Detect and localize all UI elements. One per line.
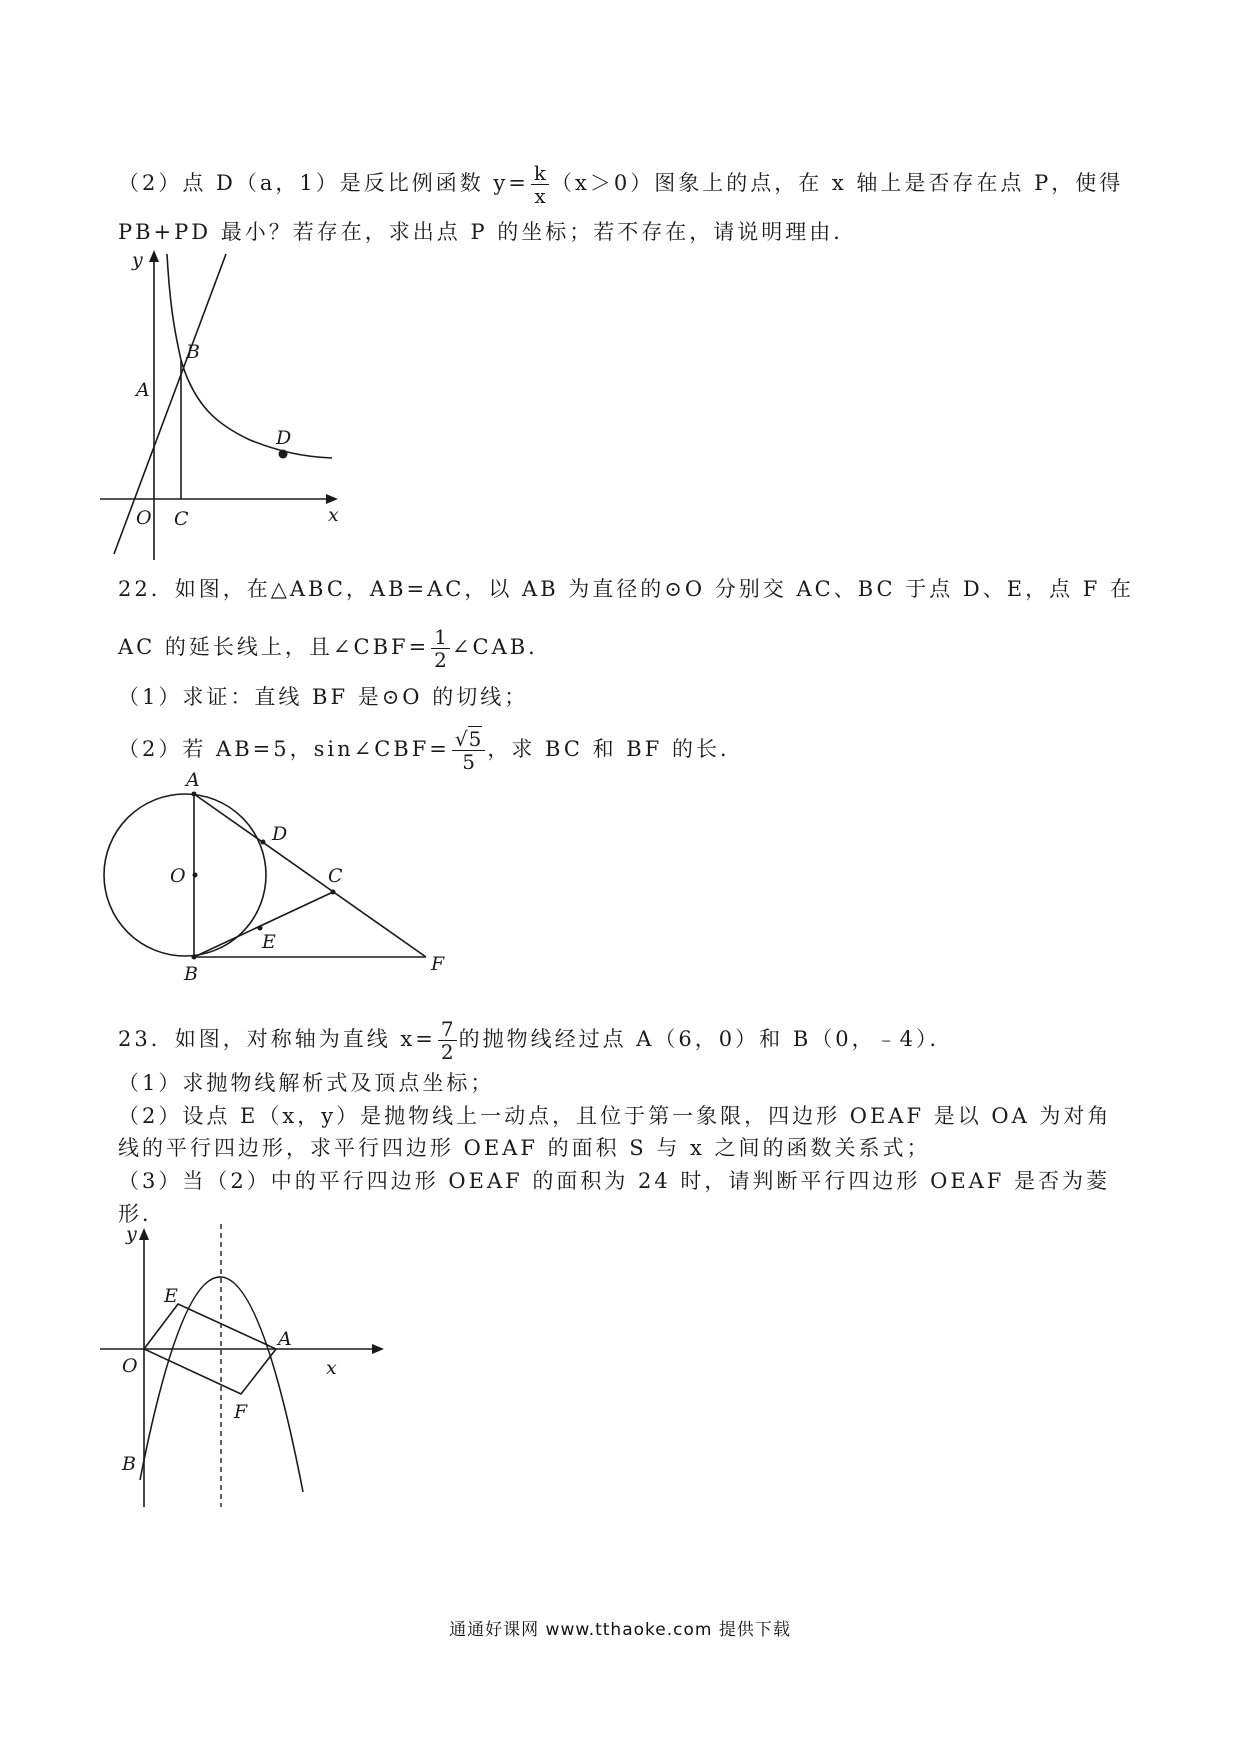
point-B — [192, 955, 197, 960]
label-A: A — [136, 379, 150, 401]
point-C — [331, 890, 336, 895]
y-axis-arrow — [149, 250, 159, 262]
point-D — [279, 450, 288, 459]
q22-sub2: （2）若 AB=5，sin∠CBF= $\frac{√5}{5}$ ，求 BC 和 BF 的长． — [118, 727, 744, 774]
label-x: x — [328, 504, 339, 526]
footer-source: 通通好课网 www.tthaoke.com 提供下载 — [449, 1620, 791, 1640]
label-O: O — [136, 507, 152, 529]
label-B: B — [184, 963, 198, 985]
q23-sub1: （1）求抛物线解析式及顶点坐标； — [118, 1071, 495, 1095]
label-y: y — [132, 249, 143, 271]
label-B: B — [186, 341, 200, 363]
q23-sub2-line1: （2）设点 E（x，y）是抛物线上一动点，且位于第一象限，四边形 OEAF 是以 OA 为对角 — [118, 1104, 1112, 1128]
label-F: F — [431, 953, 445, 975]
point-A — [192, 792, 197, 797]
q23-sub3-line1: （3）当（2）中的平行四边形 OEAF 的面积为 24 时，请判断平行四边形 OEAF 是否为菱 — [118, 1169, 1111, 1193]
q23-sub3-line2: 形． — [118, 1202, 166, 1226]
label-O: O — [122, 1355, 138, 1377]
q21-part2-line1: （2）点 D（a，1）是反比例函数 y= $\frac{k}{x}$ （x＞0）图象上的点，在 x 轴上是否存在点 P，使得 — [118, 161, 1124, 208]
x-axis-arrow — [372, 1344, 384, 1354]
label-F: F — [234, 1401, 248, 1423]
label-C: C — [174, 508, 189, 530]
label-A: A — [278, 1328, 292, 1350]
q21-figure — [100, 248, 360, 560]
q21-part2-line2: PB+PD 最小？若存在，求出点 P 的坐标；若不存在，请说明理由． — [118, 220, 858, 244]
label-x: x — [326, 1357, 337, 1379]
x-axis-arrow — [326, 494, 338, 504]
label-C: C — [328, 865, 343, 887]
fraction-sqrt5-over-5: $\frac{√5}{5}$ — [452, 728, 485, 773]
label-E: E — [164, 1285, 178, 1307]
label-E: E — [262, 931, 276, 953]
q23-sub2-line2: 线的平行四边形，求平行四边形 OEAF 的面积 S 与 x 之间的函数关系式； — [118, 1136, 931, 1160]
q23-figure — [100, 1222, 400, 1522]
q22-line1: 22．如图，在△ABC，AB=AC，以 AB 为直径的⊙O 分别交 AC、BC 于点 D、E，点 F 在 — [118, 577, 1135, 601]
fraction-k-over-x: $\frac{k}{x}$ — [531, 162, 549, 207]
fraction-7-over-2: $\frac{7}{2}$ — [438, 1018, 457, 1063]
fraction-half: $\frac{1}{2}$ — [431, 626, 450, 671]
point-E — [258, 926, 263, 931]
label-D: D — [276, 427, 292, 449]
q23-line1: 23．如图，对称轴为直线 x= $\frac{7}{2}$ 的抛物线经过点 A（6，0）和 B（0，﹣4）． — [118, 1017, 954, 1064]
line-AF — [194, 794, 426, 957]
q22-line2: AC 的延长线上，且∠CBF= $\frac{1}{2}$ ∠CAB． — [118, 625, 553, 672]
point-O — [193, 873, 198, 878]
q22-sub1: （1）求证：直线 BF 是⊙O 的切线； — [118, 685, 529, 709]
y-axis-arrow — [139, 1228, 149, 1240]
q22-figure — [100, 770, 460, 990]
label-O: O — [170, 865, 186, 887]
label-D: D — [272, 823, 288, 845]
point-D — [261, 840, 266, 845]
label-B: B — [122, 1453, 136, 1475]
label-A: A — [186, 770, 200, 791]
label-y: y — [126, 1223, 137, 1245]
